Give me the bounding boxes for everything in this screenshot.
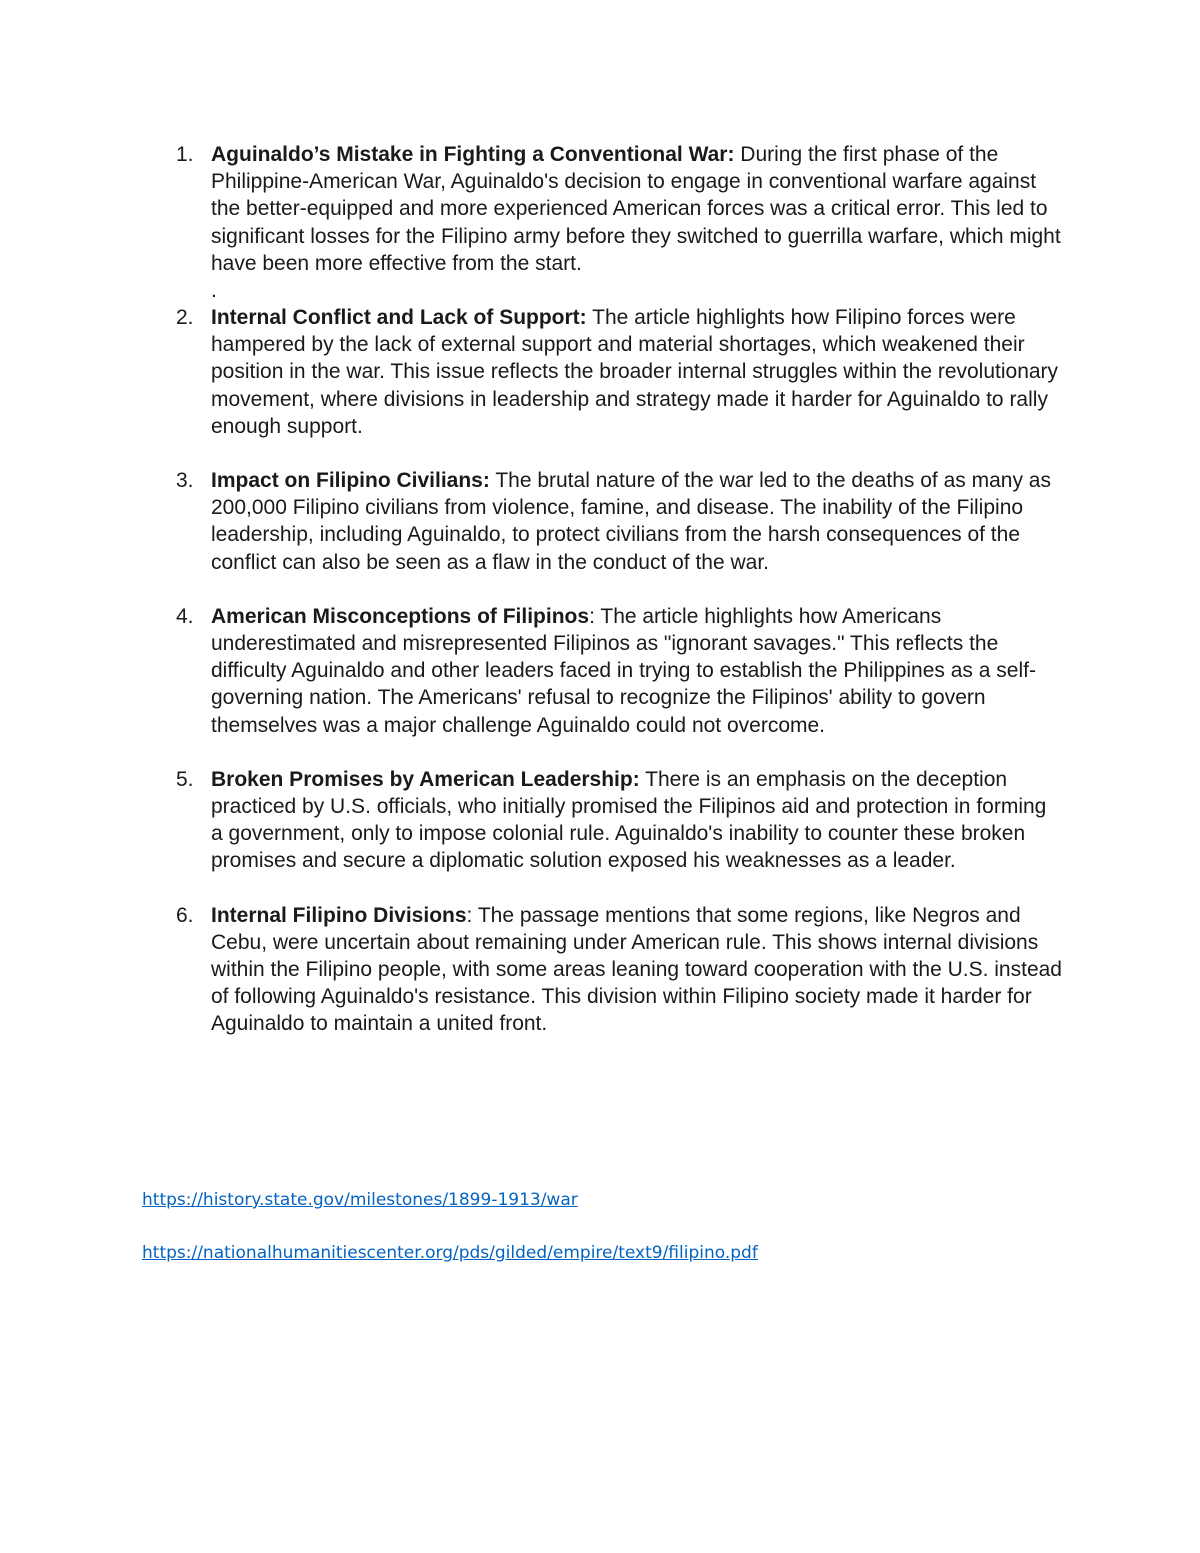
item-heading: Internal Conflict and Lack of Support: (211, 306, 587, 330)
item-body: The passage mentions that some regions, like Negros and Cebu, were uncertain about remaining under American rule. This shows internal divisions within the Filipino people, with some areas leaning toward cooperation with the U.S. instead of following Aguinaldo's resistance. This division within Filipino society made it harder for Aguinaldo to maintain a united front. (211, 903, 1062, 1036)
item-number: 5. (176, 767, 194, 791)
stray-period-text: . (211, 279, 217, 303)
reference-link-history-state-gov[interactable]: https://history.state.gov/milestones/1899-1913/war (142, 1190, 578, 1210)
item-heading: Aguinaldo’s Mistake in Fighting a Conventional War: (211, 143, 735, 166)
item-number: 1. (176, 143, 194, 166)
item-number: 2. (176, 306, 194, 330)
item-body: During the first phase of the Philippine-American War, Aguinaldo's decision to engage in conventional warfare against the better-equipped and more experienced American forces was a critical error. This led to significant losses for the Filipino army before they switched to guerrilla warfare, which might have been more effective from the start. (211, 143, 1061, 275)
list-item (0, 902, 1063, 1038)
item-body: The article highlights how Americans underestimated and misrepresented Filipinos as "ignorant savages." This reflects the difficulty Aguinaldo and other leaders faced in trying to establish the Philippines as a self-governing nation. The Americans' refusal to recognize the Filipinos' ability to govern themselves was a major challenge Aguinaldo could not overcome. (211, 604, 1036, 737)
item-heading: American Misconceptions of Filipinos (211, 604, 590, 628)
numbered-list (0, 141, 1200, 1065)
reference-link-national-humanities-center[interactable]: https://nationalhumanitiescenter.org/pds/gilded/empire/text9/filipino.pdf (142, 1243, 758, 1263)
list-item (0, 766, 1063, 875)
item-separator: : (466, 903, 473, 927)
list-item (0, 141, 1063, 277)
list-item (0, 304, 1063, 440)
list-item (0, 467, 1063, 576)
item-heading: Impact on Filipino Civilians: (211, 469, 490, 493)
item-number: 4. (176, 604, 194, 628)
reference-links (142, 1186, 758, 1292)
list-item (0, 603, 1063, 739)
stray-period (0, 277, 1200, 304)
item-body: The brutal nature of the war led to the deaths of as many as 200,000 Filipino civilians from violence, famine, and disease. The inability of the Filipino leadership, including Aguinaldo, to protect civilians from the harsh consequences of the conflict can also be seen as a flaw in the conduct of the war. (211, 469, 1051, 574)
item-heading: Internal Filipino Divisions (211, 903, 467, 927)
item-number: 3. (176, 469, 194, 493)
item-separator: : (589, 604, 595, 628)
item-body: There is an emphasis on the deception practiced by U.S. officials, who initially promised the Filipinos aid and protection in forming a government, only to impose colonial rule. Aguinaldo's inability to counter these broken promises and secure a diplomatic solution exposed his weaknesses as a leader. (211, 767, 1047, 873)
item-heading: Broken Promises by American Leadership: (211, 767, 640, 791)
item-number: 6. (176, 903, 194, 927)
item-body: The article highlights how Filipino forces were hampered by the lack of external support and material shortages, which weakened their position in the war. This issue reflects the broader internal struggles within the revolutionary movement, where divisions in leadership and strategy made it harder for Aguinaldo to rally enough support. (211, 306, 1059, 438)
